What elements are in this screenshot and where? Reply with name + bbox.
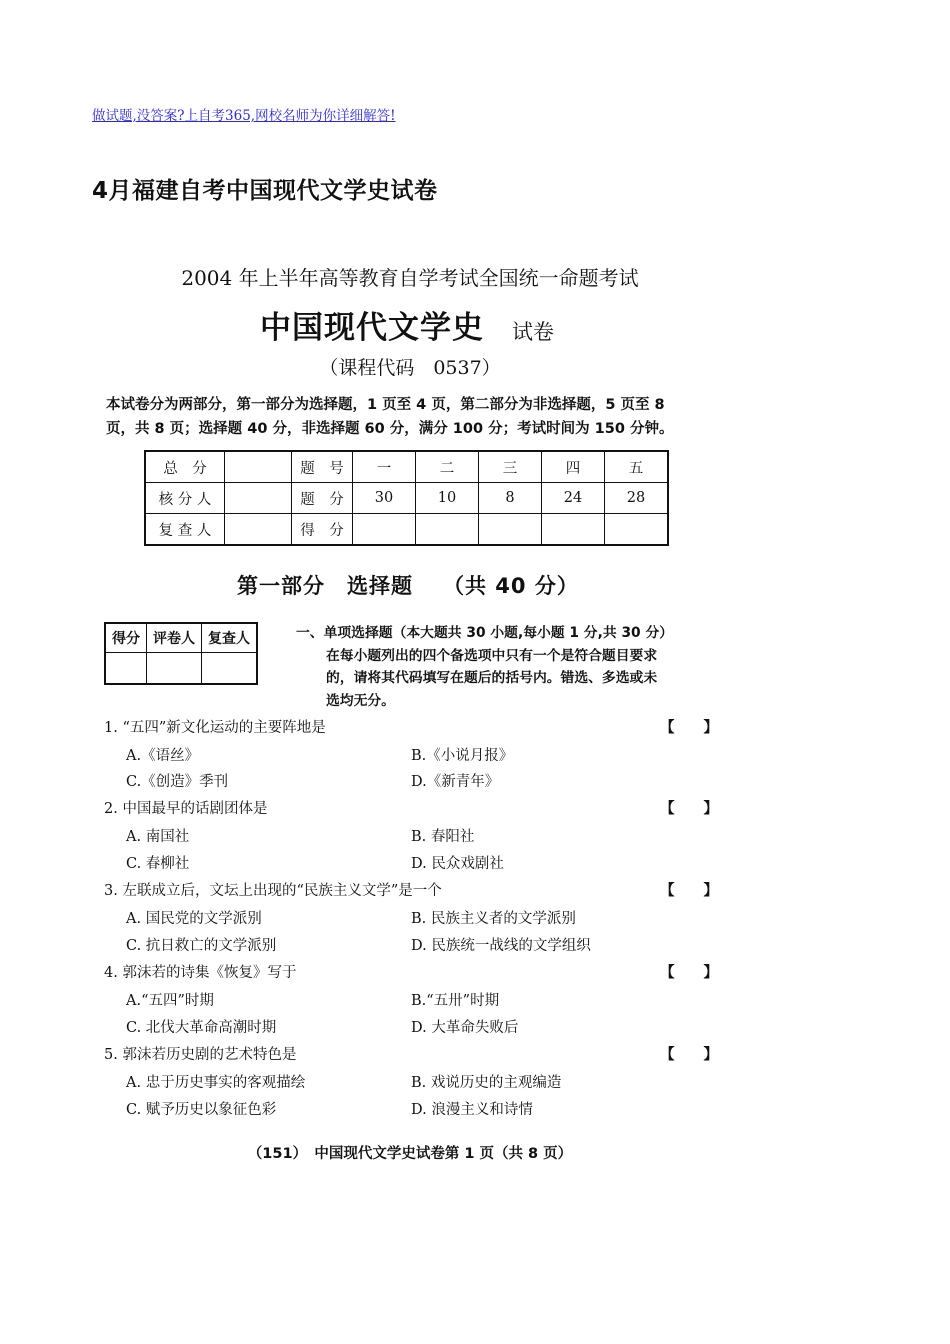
section-one-desc-2: 的，请将其代码填写在题后的括号内。错选、多选或未	[326, 670, 658, 686]
got-4	[542, 514, 605, 546]
got-1	[353, 514, 416, 546]
exam-instructions	[106, 393, 716, 441]
option-b: B. 民族主义者的文学派别	[411, 911, 576, 927]
got-2	[416, 514, 479, 546]
option-a: A. 南国社	[126, 829, 190, 845]
question-3	[104, 879, 716, 903]
option-c: C. 赋予历史以象征色彩	[126, 1102, 277, 1118]
points-3: 8	[479, 483, 542, 514]
exam-subject: 中国现代文学史	[260, 310, 484, 346]
question-2	[104, 797, 716, 821]
instructions-line-1: 本试卷分为两部分，第一部分为选择题，1 页至 4 页，第二部分为非选择题，5 页至 8	[106, 397, 665, 413]
option-a: A. 忠于历史事实的客观描绘	[126, 1075, 306, 1091]
question-1	[104, 716, 716, 740]
checker-value	[225, 483, 292, 514]
answer-bracket: 【 】	[660, 800, 718, 817]
promo-link[interactable]: 做试题,没答案?上自考365,网校名师为你详细解答!	[92, 108, 396, 124]
question-stem: 5. 郭沫若历史剧的艺术特色是	[104, 1047, 297, 1063]
course-code: （课程代码 0537）	[319, 357, 501, 379]
score-table	[144, 450, 669, 546]
option-a: A. 国民党的文学派别	[126, 911, 262, 927]
reviewer-label: 复 查 人	[145, 514, 225, 546]
option-d: D. 浪漫主义和诗情	[411, 1102, 533, 1118]
exam-subject-suffix: 试卷	[512, 320, 554, 344]
part-one-title	[237, 570, 579, 600]
question-stem: 3. 左联成立后，文坛上出现的“民族主义文学”是一个	[104, 883, 442, 899]
option-b: B.《小说月报》	[411, 748, 514, 764]
part-one-type: 选择题	[347, 574, 413, 598]
section-one-heading	[296, 622, 716, 712]
question-stem: 2. 中国最早的话剧团体是	[104, 801, 268, 817]
option-b: B. 春阳社	[411, 829, 475, 845]
instructions-line-2: 页，共 8 页；选择题 40 分，非选择题 60 分，满分 100 分；考试时间为 150 分钟。	[106, 421, 674, 437]
got-3	[479, 514, 542, 546]
answer-bracket: 【 】	[660, 1046, 718, 1063]
part-one-label: 第一部分	[237, 574, 325, 598]
col-header-1: 一	[353, 451, 416, 483]
grader-reviewer-label: 复查人	[202, 623, 258, 653]
got-5	[605, 514, 669, 546]
option-d: D.《新青年》	[411, 774, 500, 790]
total-label: 总 分	[145, 451, 225, 483]
document-title: 4月福建自考中国现代文学史试卷	[92, 178, 438, 204]
option-d: D. 民众戏剧社	[411, 856, 504, 872]
option-c: C. 春柳社	[126, 856, 190, 872]
option-b: B. 戏说历史的主观编造	[411, 1075, 562, 1091]
answer-bracket: 【 】	[660, 964, 718, 981]
question-stem: 4. 郭沫若的诗集《恢复》写于	[104, 965, 297, 981]
got-label: 得 分	[292, 514, 353, 546]
section-one-desc-3: 选均无分。	[326, 692, 395, 709]
option-c: C. 抗日救亡的文学派别	[126, 938, 277, 954]
grader-reviewer-cell	[202, 653, 258, 685]
item-label: 题 号	[292, 451, 353, 483]
option-b: B.“五卅”时期	[411, 993, 500, 1009]
grader-grader-cell	[147, 653, 202, 685]
exam-header: 2004 年上半年高等教育自学考试全国统一命题考试	[181, 266, 639, 290]
grader-score-label: 得分	[105, 623, 147, 653]
points-4: 24	[542, 483, 605, 514]
col-header-5: 五	[605, 451, 669, 483]
total-value	[225, 451, 292, 483]
option-d: D. 大革命失败后	[411, 1020, 519, 1036]
grader-grader-label: 评卷人	[147, 623, 202, 653]
answer-bracket: 【 】	[660, 882, 718, 899]
reviewer-value	[225, 514, 292, 546]
answer-bracket: 【 】	[660, 719, 718, 736]
section-one-desc-1: 在每小题列出的四个备选项中只有一个是符合题目要求	[326, 647, 658, 664]
points-1: 30	[353, 483, 416, 514]
scanned-exam-page	[100, 250, 720, 1180]
checker-label: 核 分 人	[145, 483, 225, 514]
question-5	[104, 1043, 716, 1067]
question-4	[104, 961, 716, 985]
col-header-3: 三	[479, 451, 542, 483]
col-header-2: 二	[416, 451, 479, 483]
grader-score-cell	[105, 653, 147, 685]
section-one-title: 一、单项选择题（本大题共 30 小题,每小题 1 分,共 30 分）	[296, 625, 674, 641]
points-2: 10	[416, 483, 479, 514]
col-header-4: 四	[542, 451, 605, 483]
points-5: 28	[605, 483, 669, 514]
page-footer: （151） 中国现代文学史试卷第 1 页（共 8 页）	[247, 1146, 573, 1162]
option-a: A.《语丝》	[126, 748, 200, 764]
part-one-points: （共 40 分）	[443, 574, 579, 598]
points-label: 题 分	[292, 483, 353, 514]
option-a: A.“五四”时期	[126, 993, 214, 1009]
option-c: C.《创造》季刊	[126, 774, 229, 790]
option-d: D. 民族统一战线的文学组织	[411, 938, 591, 954]
question-stem: 1. “五四”新文化运动的主要阵地是	[104, 720, 326, 736]
grader-box	[104, 622, 258, 685]
option-c: C. 北伐大革命高潮时期	[126, 1020, 277, 1036]
